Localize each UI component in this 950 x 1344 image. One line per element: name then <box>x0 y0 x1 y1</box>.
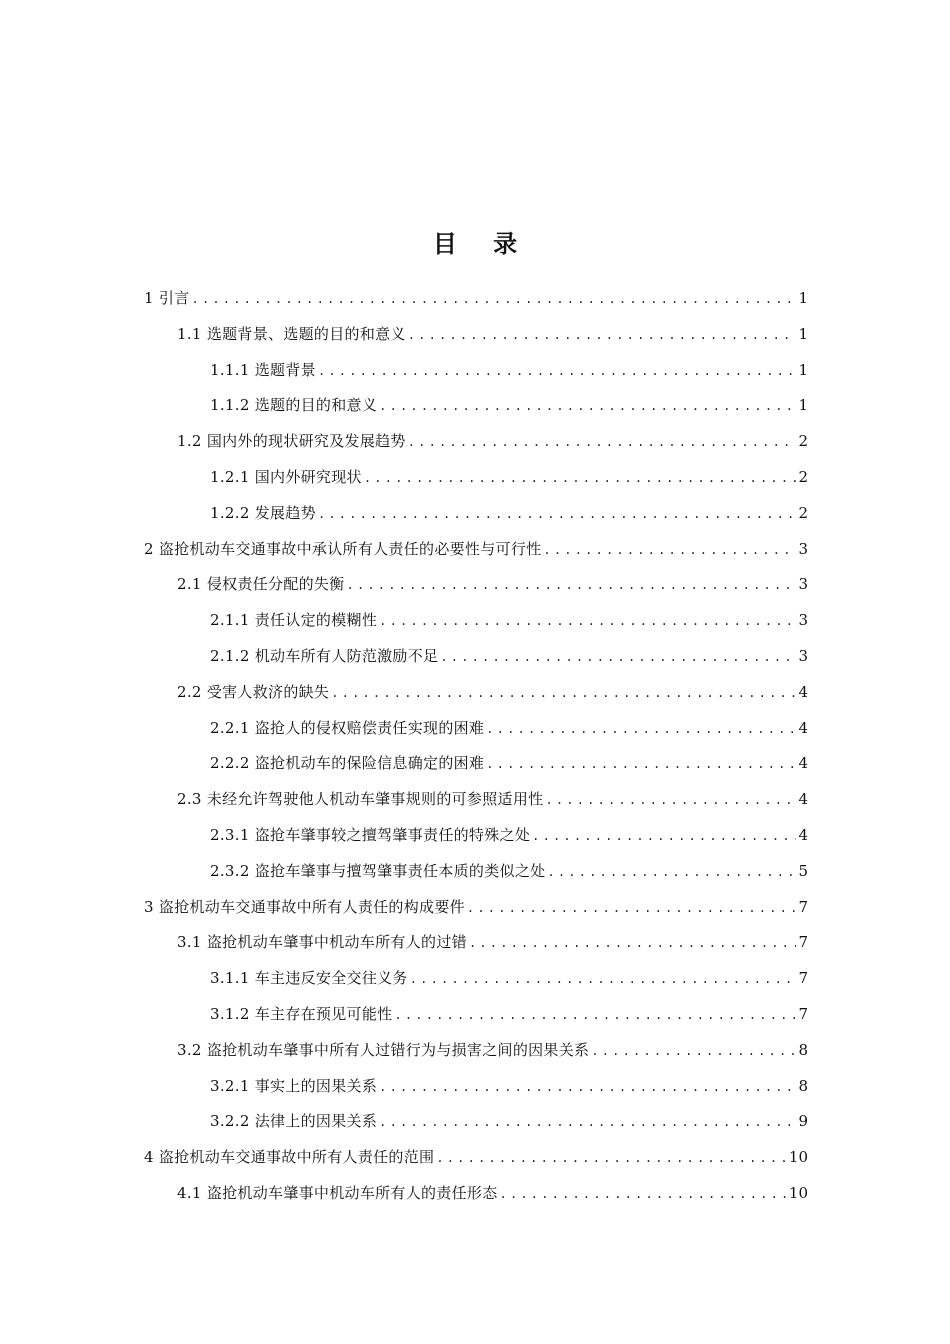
toc-dot-leader <box>316 354 797 390</box>
toc-page-number: 4 <box>798 682 808 701</box>
toc-page-number: 4 <box>798 754 808 773</box>
toc-page-number: 8 <box>798 1040 808 1059</box>
toc-page-number: 4 <box>798 825 808 844</box>
table-of-contents <box>0 281 950 1212</box>
toc-entry[interactable] <box>144 1140 808 1176</box>
toc-page-number: 1 <box>798 396 808 415</box>
toc-entry-title: 2.3.1 盗抢车肇事较之擅驾肇事责任的特殊之处 <box>210 825 531 844</box>
page-title: 目 录 <box>432 230 532 258</box>
toc-dot-leader <box>484 747 796 783</box>
toc-entry-title: 4 盗抢机动车交通事故中所有人责任的范围 <box>144 1148 435 1167</box>
toc-dot-leader <box>316 497 797 533</box>
toc-entry[interactable] <box>210 854 808 890</box>
toc-dot-leader <box>345 568 797 604</box>
toc-entry[interactable] <box>210 496 808 532</box>
toc-entry-title: 1.1.2 选题的目的和意义 <box>210 396 378 415</box>
toc-entry-title: 2.2.1 盗抢人的侵权赔偿责任实现的困难 <box>210 718 485 737</box>
toc-dot-leader <box>408 962 797 998</box>
toc-page-number: 10 <box>788 1148 808 1167</box>
toc-entry[interactable] <box>177 675 808 711</box>
toc-entry-title: 2.1 侵权责任分配的失衡 <box>177 575 345 594</box>
toc-page-number: 4 <box>798 718 808 737</box>
toc-entry[interactable] <box>210 603 808 639</box>
toc-page-number: 1 <box>798 289 808 307</box>
toc-dot-leader <box>545 855 796 891</box>
toc-page-number: 3 <box>798 575 808 594</box>
toc-entry[interactable] <box>210 818 808 854</box>
toc-dot-leader <box>530 819 796 855</box>
toc-page-number: 4 <box>798 790 808 809</box>
toc-page-number: 3 <box>798 611 808 630</box>
toc-entry[interactable] <box>177 317 808 353</box>
toc-page-number: 8 <box>798 1076 808 1095</box>
toc-entry-title: 1.2.2 发展趋势 <box>210 503 316 522</box>
toc-entry[interactable] <box>210 388 808 424</box>
toc-entry[interactable] <box>210 1069 808 1105</box>
toc-entry-title: 2.3.2 盗抢车肇事与擅驾肇事责任本质的类似之处 <box>210 861 546 880</box>
toc-entry-title: 1 引言 <box>144 289 190 307</box>
toc-dot-leader <box>434 1141 787 1177</box>
toc-entry[interactable] <box>210 353 808 389</box>
toc-entry[interactable] <box>144 890 808 926</box>
toc-entry[interactable] <box>210 746 808 782</box>
toc-dot-leader <box>377 389 796 425</box>
toc-entry-title: 2.2.2 盗抢机动车的保险信息确定的困难 <box>210 754 485 773</box>
toc-entry[interactable] <box>210 460 808 496</box>
toc-page-number: 2 <box>798 503 808 522</box>
toc-dot-leader <box>589 1034 796 1070</box>
toc-entry-title: 1.1.1 选题背景 <box>210 360 316 379</box>
toc-dot-leader <box>362 461 797 497</box>
toc-page-number: 7 <box>798 933 808 952</box>
toc-entry-title: 3.2.1 事实上的因果关系 <box>210 1076 378 1095</box>
toc-dot-leader <box>377 1070 796 1106</box>
toc-entry-title: 3.1.2 车主存在预见可能性 <box>210 1004 393 1023</box>
toc-entry-title: 2 盗抢机动车交通事故中承认所有人责任的必要性与可行性 <box>144 539 542 558</box>
toc-entry[interactable] <box>210 997 808 1033</box>
toc-page-number: 7 <box>798 897 808 916</box>
toc-page-number: 7 <box>798 969 808 988</box>
toc-dot-leader <box>406 425 797 461</box>
toc-entry[interactable] <box>177 1176 808 1212</box>
toc-dot-leader <box>329 676 796 712</box>
toc-page-number: 9 <box>798 1112 808 1131</box>
toc-page-number: 10 <box>788 1183 808 1202</box>
toc-entry-title: 1.2 国内外的现状研究及发展趋势 <box>177 432 406 451</box>
toc-page-number: 3 <box>798 539 808 558</box>
toc-entry-title: 2.2 受害人救济的缺失 <box>177 682 330 701</box>
toc-entry[interactable] <box>210 711 808 747</box>
toc-page-number: 3 <box>798 646 808 665</box>
toc-entry[interactable] <box>177 782 808 818</box>
toc-dot-leader <box>543 783 796 819</box>
toc-entry[interactable] <box>177 1033 808 1069</box>
toc-entry-title: 2.1.1 责任认定的模糊性 <box>210 611 378 630</box>
toc-page-number: 2 <box>798 467 808 486</box>
toc-dot-leader <box>392 998 796 1034</box>
toc-entry-title: 1.1 选题背景、选题的目的和意义 <box>177 324 406 343</box>
toc-entry[interactable] <box>177 925 808 961</box>
toc-dot-leader <box>498 1177 787 1213</box>
toc-dot-leader <box>438 640 796 676</box>
toc-dot-leader <box>377 604 796 640</box>
toc-entry[interactable] <box>210 961 808 997</box>
toc-entry[interactable] <box>177 567 808 603</box>
toc-dot-leader <box>541 533 796 569</box>
toc-dot-leader <box>484 712 796 748</box>
toc-dot-leader <box>465 891 797 927</box>
toc-entry-title: 3.1 盗抢机动车肇事中机动车所有人的过错 <box>177 933 467 952</box>
toc-dot-leader <box>467 926 797 962</box>
toc-entry[interactable] <box>210 639 808 675</box>
toc-entry[interactable] <box>144 281 808 317</box>
toc-entry-title: 2.1.2 机动车所有人防范激励不足 <box>210 646 439 665</box>
toc-dot-leader <box>190 282 797 318</box>
toc-entry[interactable] <box>177 424 808 460</box>
toc-page-number: 1 <box>798 360 808 379</box>
toc-entry-title: 3 盗抢机动车交通事故中所有人责任的构成要件 <box>144 897 465 916</box>
toc-page-number: 2 <box>798 432 808 451</box>
toc-entry-title: 3.2.2 法律上的因果关系 <box>210 1112 378 1131</box>
toc-entry-title: 3.2 盗抢机动车肇事中所有人过错行为与损害之间的因果关系 <box>177 1040 590 1059</box>
toc-page-number: 7 <box>798 1004 808 1023</box>
toc-entry[interactable] <box>210 1104 808 1140</box>
toc-page-number: 1 <box>798 324 808 343</box>
toc-page-number: 5 <box>798 861 808 880</box>
toc-entry-title: 2.3 未经允许驾驶他人机动车肇事规则的可参照适用性 <box>177 790 544 809</box>
toc-entry-title: 4.1 盗抢机动车肇事中机动车所有人的责任形态 <box>177 1183 498 1202</box>
toc-dot-leader <box>406 318 797 354</box>
toc-entry[interactable] <box>144 532 808 568</box>
toc-entry-title: 3.1.1 车主违反安全交往义务 <box>210 969 408 988</box>
toc-dot-leader <box>377 1105 796 1141</box>
toc-entry-title: 1.2.1 国内外研究现状 <box>210 467 362 486</box>
